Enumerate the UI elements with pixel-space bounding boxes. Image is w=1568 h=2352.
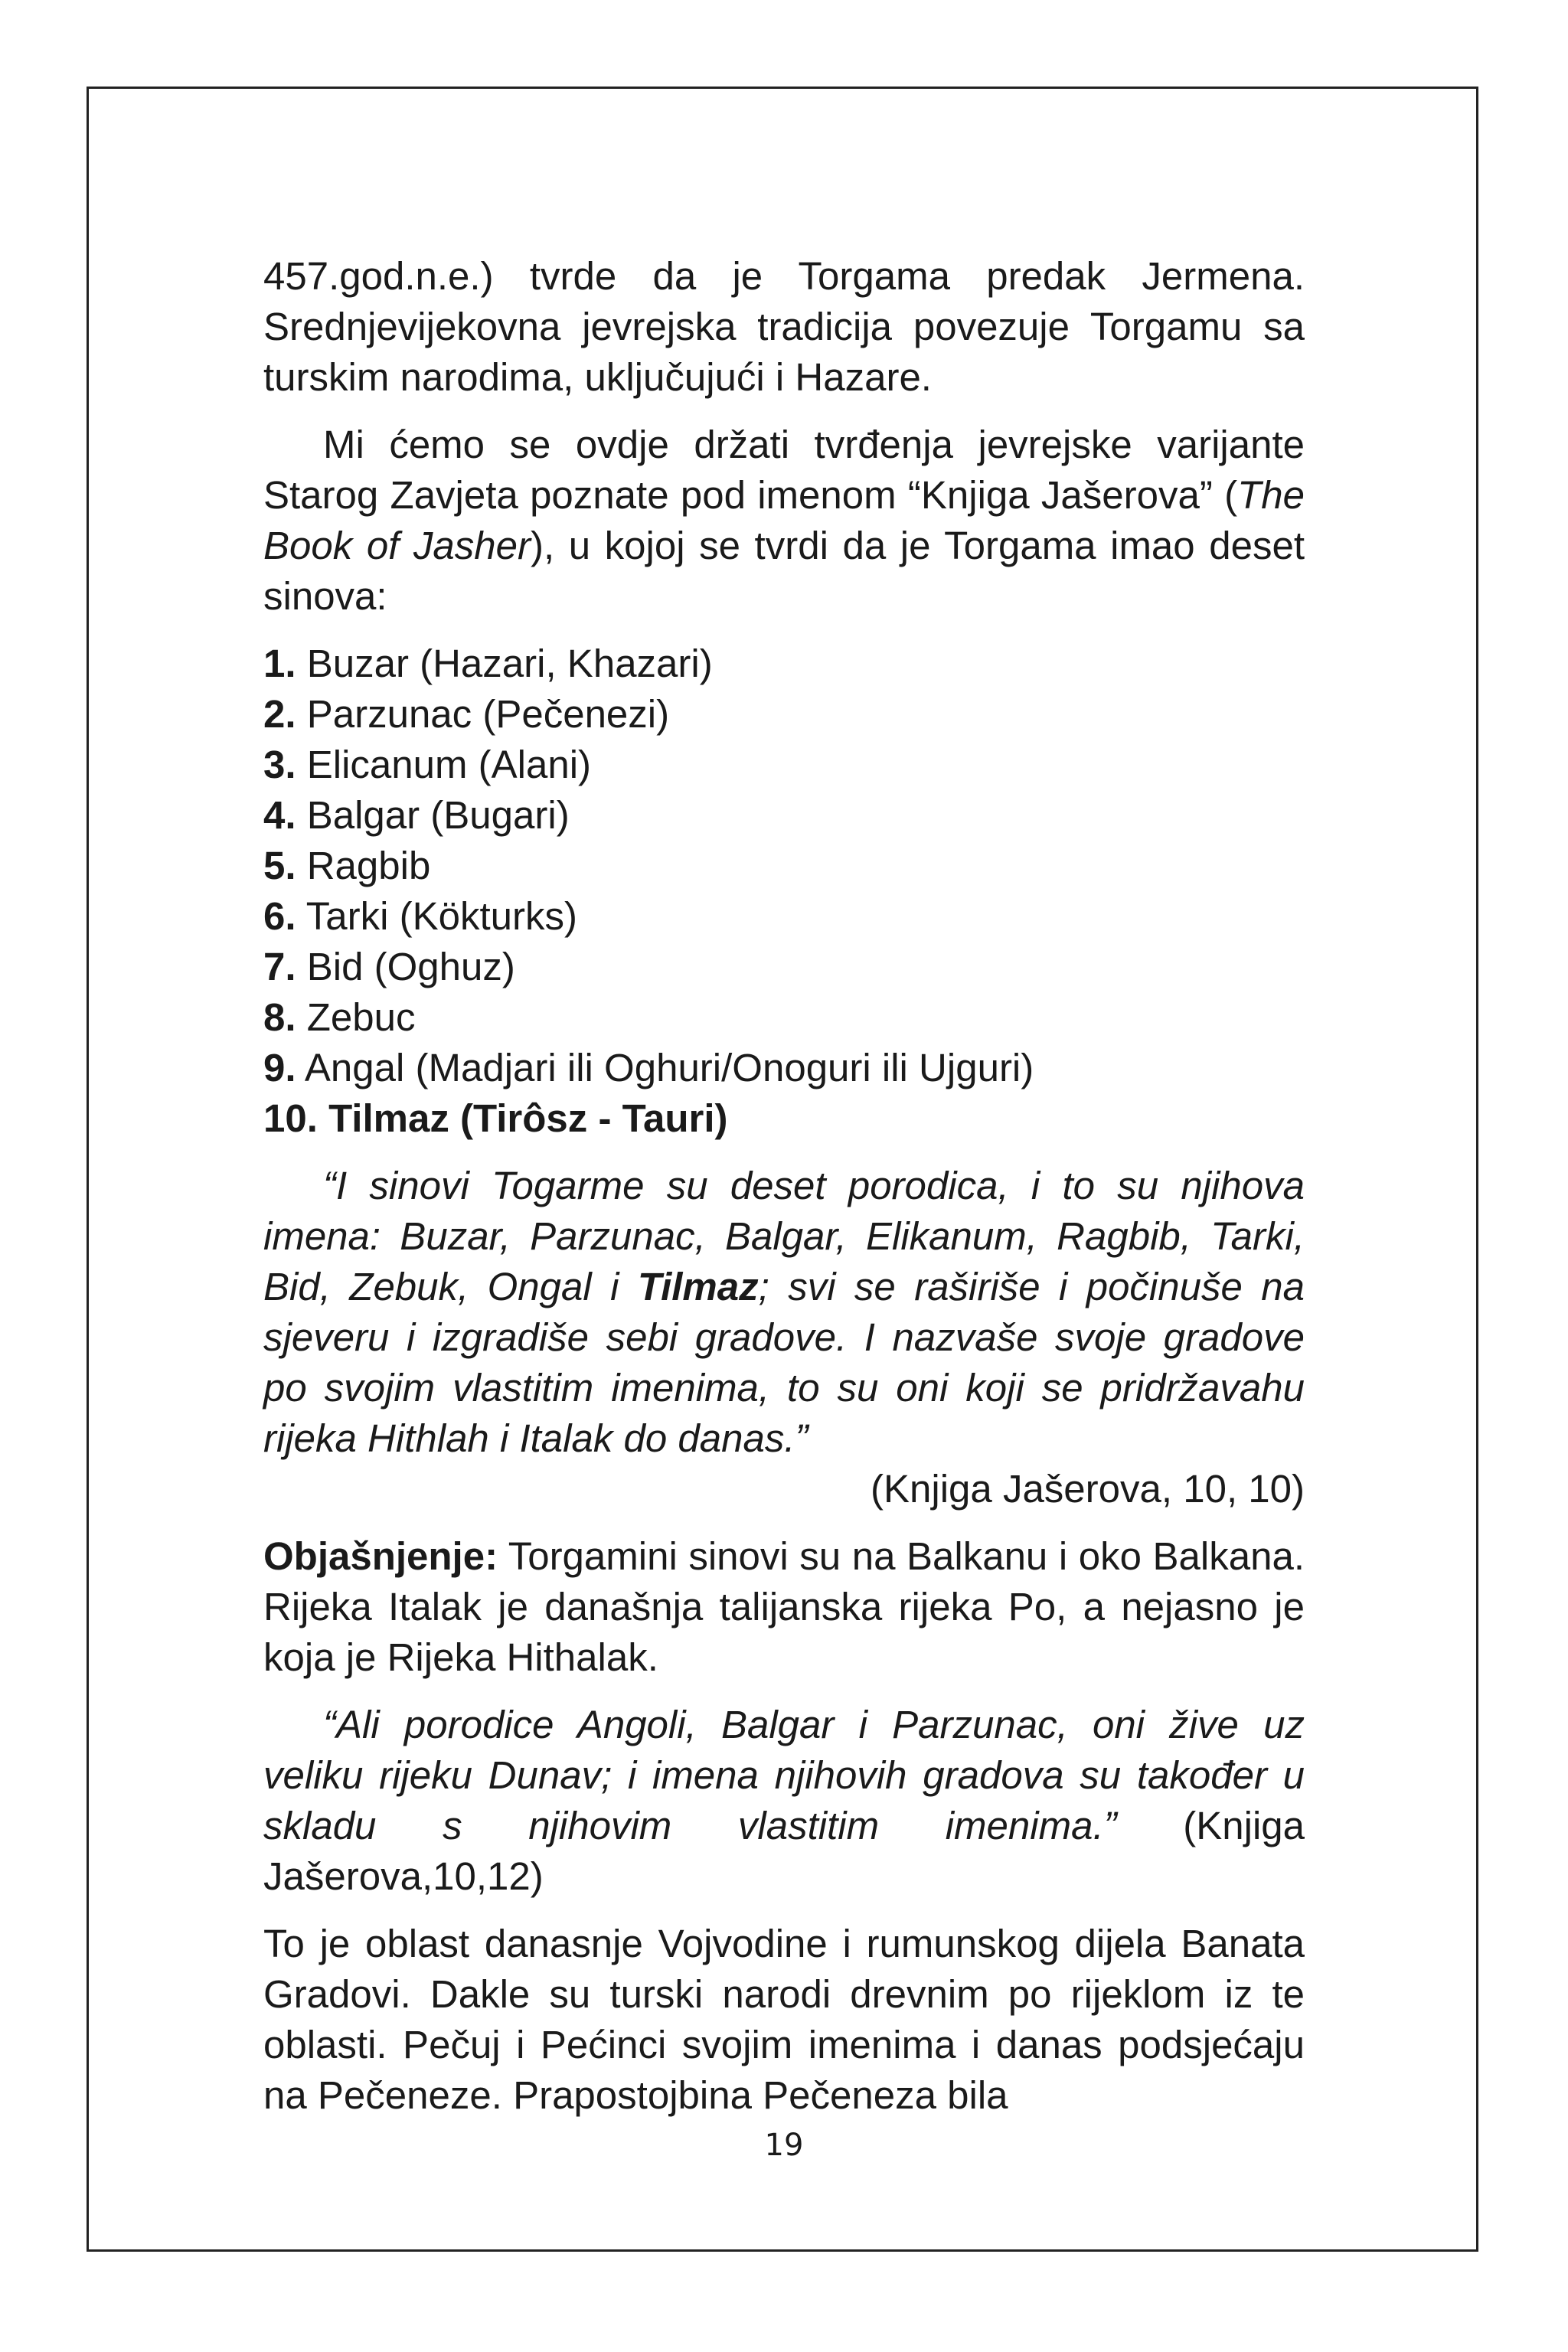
explanation-paragraph: Objašnjenje: Torgamini sinovi su na Balkanu i oko Balkana. Rijeka Italak je današnja talijanska rijeka Po, a nejasno je koja je Rijeka Hithalak. xyxy=(263,1534,1305,1679)
page-number: 19 xyxy=(764,2128,804,2163)
list-item: 4. Balgar (Bugari) xyxy=(263,793,570,837)
closing-paragraph: To je oblast danasnje Vojvodine i rumunskog dijela Banata Gradovi. Dakle su turski narodi drevnim po rijeklom iz te oblasti. Pečuj i Pećinci svojim imenima i danas podsjećaju na Pečeneze. Prapostojbina Pečeneza bila xyxy=(263,1922,1305,2117)
page-body xyxy=(263,251,1305,2121)
list-item: 6. Tarki (Kökturks) xyxy=(263,894,578,938)
intro-paragraph: Mi ćemo se ovdje držati tvrđenja jevrejske varijante Starog Zavjeta poznate pod imenom “Knjiga Jašerova” (The Book of Jasher), u kojoj se tvrdi da je Torgama imao deset sinova: xyxy=(263,423,1305,618)
list-item: 8. Zebuc xyxy=(263,995,416,1039)
list-item: 7. Bid (Oghuz) xyxy=(263,945,515,988)
quote-block-2: “Ali porodice Angoli, Balgar i Parzunac, oni žive uz veliku rijeku Dunav; i imena njihovih gradova su također u skladu s njihovim vlastitim imenima.” (Knjiga Jašerova,10,12) xyxy=(263,1703,1305,1898)
quote-citation: (Knjiga Jašerova, 10, 10) xyxy=(871,1467,1305,1511)
list-item: 10. Tilmaz (Tirôsz - Tauri) xyxy=(263,1096,728,1140)
list-item: 2. Parzunac (Pečenezi) xyxy=(263,692,670,736)
sons-list xyxy=(263,639,1305,1144)
list-item: 9. Angal (Madjari ili Oghuri/Onoguri ili Ujguri) xyxy=(263,1046,1034,1089)
opening-paragraph: 457.god.n.e.) tvrde da je Torgama predak Jermena. Srednjevijekovna jevrejska tradicija povezuje Torgamu sa turskim narodima, uključujući i Hazare. xyxy=(263,254,1305,399)
quote-block: “I sinovi Togarme su deset porodica, i to su njihova imena: Buzar, Parzunac, Balgar, Elikanum, Ragbib, Tarki, Bid, Zebuk, Ongal i Tilmaz; svi se raširiše i počinuše na sjeveru i izgradiše sebi gradove. I nazvaše svoje gradove po svojim vlastitim imenima, to su oni koji se pridržavahu rijeka Hithlah i Italak do danas.” xyxy=(263,1164,1305,1460)
explanation-label: Objašnjenje: xyxy=(263,1534,498,1578)
list-item: 1. Buzar (Hazari, Khazari) xyxy=(263,642,713,685)
list-item: 3. Elicanum (Alani) xyxy=(263,743,592,786)
list-item: 5. Ragbib xyxy=(263,844,431,887)
book-title-english: The Book of Jasher xyxy=(263,473,1305,567)
